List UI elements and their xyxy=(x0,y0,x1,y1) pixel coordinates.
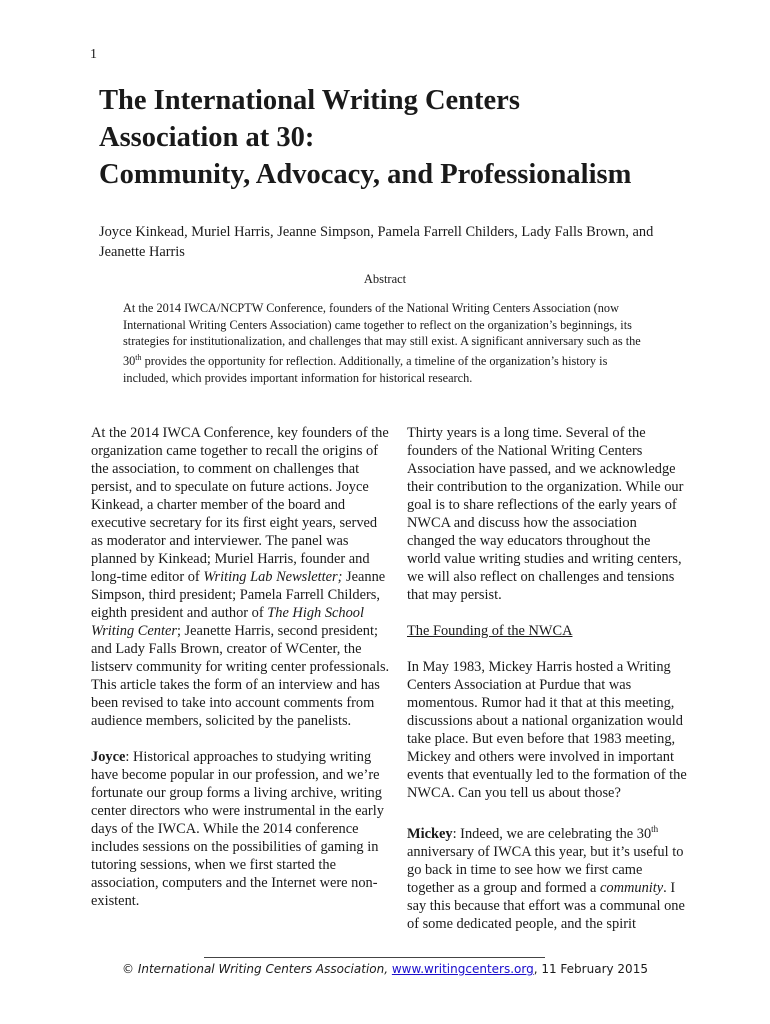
intro-text-1: At the 2014 IWCA Conference, key founders of the organization came together to recall the origins of the association, to comment on challenges that persist, and to speculate on future actions. Joyce Kinkead, a charter member of the board and executive secretary for its first eight years, served as moderator and interviewer. The panel was planned by Kinkead; Muriel Harris, founder and long-time editor of xyxy=(91,425,389,585)
speaker-mickey: Mickey xyxy=(407,825,453,842)
mickey-text-2: anniversary of IWCA this year, but it’s useful to go back in time to see how we first came together as a group and formed a xyxy=(407,843,684,896)
abstract-text xyxy=(123,300,653,387)
footer-copyright: © International Writing Centers Association, xyxy=(122,962,392,976)
mickey-italic-community: community xyxy=(600,879,664,896)
abstract-heading: Abstract xyxy=(363,272,407,286)
right-column xyxy=(407,424,687,933)
title-line-1: The International Writing Centers xyxy=(99,85,520,116)
abstract-text-part-1: At the 2014 IWCA/NCPTW Conference, founders of the National Writing Centers Association (now International Writing Centers Association) came together to reflect on the organization’s beginnings, its strategies for institutionalization, and challenges that may still exist. A significant anniversary such as the 30 xyxy=(123,301,641,369)
footer-divider xyxy=(204,957,545,958)
title-line-3: Community, Advocacy, and Professionalism xyxy=(99,159,632,190)
page-title xyxy=(99,82,719,193)
speaker-joyce: Joyce xyxy=(91,749,126,765)
thirty-years-paragraph: Thirty years is a long time. Several of the founders of the National Writing Centers Association have passed, and we acknowledge their contribution to the organization. While our goal is to share reflections of the early years of NWCA and discuss how the association changed the way educators throughout the world value writing studies and writing centers, we will also reflect on challenges and tensions that may persist. xyxy=(407,425,684,603)
intro-paragraph xyxy=(91,424,391,730)
intro-italic-title-2: The High School Writing Center xyxy=(91,605,364,639)
joyce-text: : Historical approaches to studying writing have become popular in our profession, and we’re fortunate our group forms a living archive, writing center directors who were instrumental in the early days of the IWCA. While the 2014 conference includes sessions on the possibilities of gaming in tutoring sessions, when we first started the association, computers and the Internet were non-existent. xyxy=(91,749,384,909)
intro-italic-title-1: Writing Lab Newsletter; xyxy=(203,569,343,585)
title-line-2: Association at 30: xyxy=(99,122,315,153)
left-column xyxy=(91,424,391,910)
joyce-paragraph xyxy=(91,748,391,910)
author-list: Joyce Kinkead, Muriel Harris, Jeanne Simpson, Pamela Farrell Childers, Lady Falls Brown, and Jeanette Harris xyxy=(99,224,654,260)
footer-link[interactable]: www.writingcenters.org xyxy=(391,962,534,976)
mickey-text-3: . I say this because that effort was a communal one of some dedicated people, and the spirit xyxy=(407,879,685,932)
footer xyxy=(0,962,770,976)
page-number: 1 xyxy=(90,47,97,62)
intro-text-2: Jeanne Simpson, third president; Pamela Farrell Childers, eighth president and author of xyxy=(91,569,386,621)
footer-date: , 11 February 2015 xyxy=(533,962,648,976)
abstract-text-part-2: provides the opportunity for reflection. Additionally, a timeline of the organization’s history is included, which provides important information for historical research. xyxy=(123,354,608,385)
mickey-paragraph xyxy=(407,820,687,933)
mickey-superscript: th xyxy=(651,824,659,834)
founding-paragraph: In May 1983, Mickey Harris hosted a Writing Centers Association at Purdue that was momentous. Rumor had it that at this meeting, discussions about a national organization would take place. But even before that 1983 meeting, Mickey and others were involved in important events that eventually led to the formation of the NWCA. Can you tell us about those? xyxy=(407,659,687,801)
abstract-superscript: th xyxy=(135,353,142,363)
mickey-text-1: : Indeed, we are celebrating the 30 xyxy=(452,825,652,842)
section-heading-founding: The Founding of the NWCA xyxy=(407,623,573,639)
intro-text-3: ; Jeanette Harris, second president; and Lady Falls Brown, creator of WCenter, the listserv community for writing center professionals. This article takes the form of an interview and has been revised to take into account comments from audience members, solicited by the panelists. xyxy=(91,623,390,729)
